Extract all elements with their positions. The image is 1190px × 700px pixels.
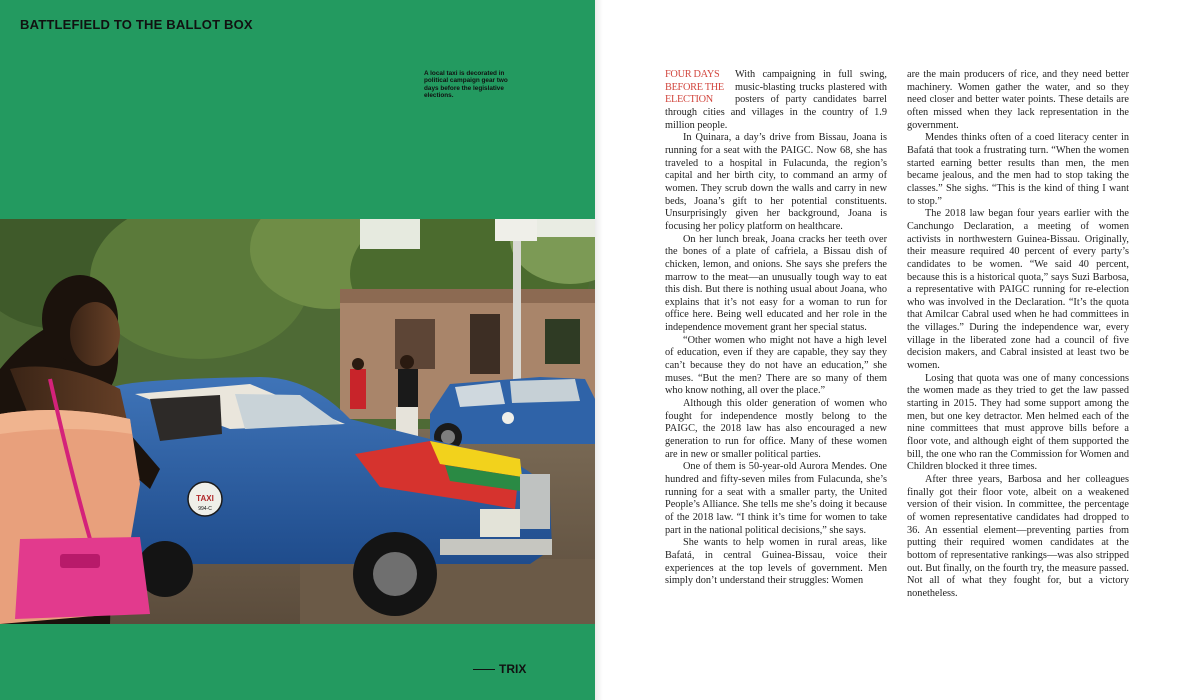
body-paragraph: Losing that quota was one of many concessions the women made as they tried to get the law passed starting in 2015. They had some support among the men, but one key detractor. Men helmed each of the nine committees that must approve bills before a floor vote, and although eight of them supported the bill, the one who ran the Commission for Women and Children blocked it three times. <box>907 372 1129 473</box>
photo-caption: A local taxi is decorated in political campaign gear two days before the legislative elections. <box>424 70 508 100</box>
folio-rule <box>473 669 495 670</box>
door-logo-top: TAXI <box>196 494 214 503</box>
body-paragraph: Mendes thinks often of a coed literacy center in Bafatá that took a frustrating turn. “When the women started earning better results than men, the men became jealous, and the men had to stop taking the classes.” She sighs. “This is the kind of thing I want to stop.” <box>907 132 1129 207</box>
kicker <box>665 69 729 107</box>
kicker-line: ELECTION <box>665 94 713 106</box>
article-column-1 <box>665 69 887 588</box>
folio <box>473 662 526 676</box>
body-paragraph: are the main producers of rice, and they need better machinery. Women gather the water, and so they need closer and better water points. These details are often missed when they lack representation in the government. <box>907 69 1129 131</box>
body-paragraph: One of them is 50-year-old Aurora Mendes. One hundred and fifty-seven miles from Fulacunda, she’s running for a seat with a smaller party, the United People’s Alliance. She tells me she’s doing it because of the 2018 law. “I think it’s time for women to take part in the national political decisions,” she says. <box>665 461 887 536</box>
body-paragraph: On her lunch break, Joana cracks her teeth over the bones of a plate of cafriela, a Bissau dish of chicken, lemon, and onions. She says she prefers the marrow to the meat—an unusually tough way to eat this dish. But there is nothing usual about Joana, who explains that it’s not easy for a woman to run for office here. Being well educated and her role in the independence movement grant her special status. <box>665 233 887 334</box>
body-paragraph: The 2018 law began four years earlier with the Canchungo Declaration, a meeting of women activists in northwestern Guinea-Bissau. Originally, their measure required 40 percent of every party’s candidates to be women. “We said 40 percent, because this is a historical quota,” says Suzi Barbosa, a representative with PAIGC running for re-election who was involved in the Declaration. “It’s the quota that Amilcar Cabral used when he had committees in the villages.” During the independence war, every village in the liberated zone had a council of five decision makers, and Cabral insisted at least two be women. <box>907 208 1129 372</box>
kicker-line: FOUR DAYS <box>665 69 720 80</box>
taxi-photo <box>0 219 595 624</box>
body-paragraph: With campaigning in full swing, music-blasting trucks plastered with posters of party candidates barrel through cities and villages in the country of 1.9 million people. <box>665 69 887 131</box>
body-paragraph: Although this older generation of women who fought for independence mostly belong to the PAIGC, the 2018 law has also encouraged a new generation to run for office. Many of these women are in new or smaller political parties. <box>665 398 887 460</box>
body-paragraph: She wants to help women in rural areas, like Bafatá, in central Guinea-Bissau, voice their experiences at the top levels of government. Men simply don’t understand their struggles: Women <box>665 537 887 587</box>
body-paragraph: After three years, Barbosa and her colleagues finally got their floor vote, albeit on a weakened version of their vision. In committee, the percentage of women representative candidates had dropped to 36. An essential element—preventing parties from putting their required women candidates at the bottom of representative rankings—was also stripped out. But finally, on the fourth try, the measure passed. Not all of what they fought for, but a victory nonetheless. <box>907 474 1129 599</box>
page-gutter <box>595 0 603 700</box>
folio-label: TRIX <box>499 662 527 676</box>
kicker-line: BEFORE THE <box>665 81 724 93</box>
door-logo-bottom: 994-C <box>198 506 212 512</box>
body-paragraph: In Quinara, a day’s drive from Bissau, Joana is running for a seat with the PAIGC. Now 68, she has traveled to a hospital in Fulacunda, the region’s capital and her birth city, to command an army of women. They scrub down the walls and carry in new beds, Joana’s gift to her potential constituents. Unsurprisingly given her background, Joana is focusing her policy platform on healthcare. <box>665 132 887 232</box>
article-column-2 <box>907 69 1129 601</box>
body-paragraph: “Other women who might not have a high level of education, even if they are capable, they say they can’t because they do not have an education,” she muses. “But the men? There are so many of them who know nothing, all over the place.” <box>665 334 887 397</box>
running-head: BATTLEFIELD TO THE BALLOT BOX <box>20 17 253 32</box>
